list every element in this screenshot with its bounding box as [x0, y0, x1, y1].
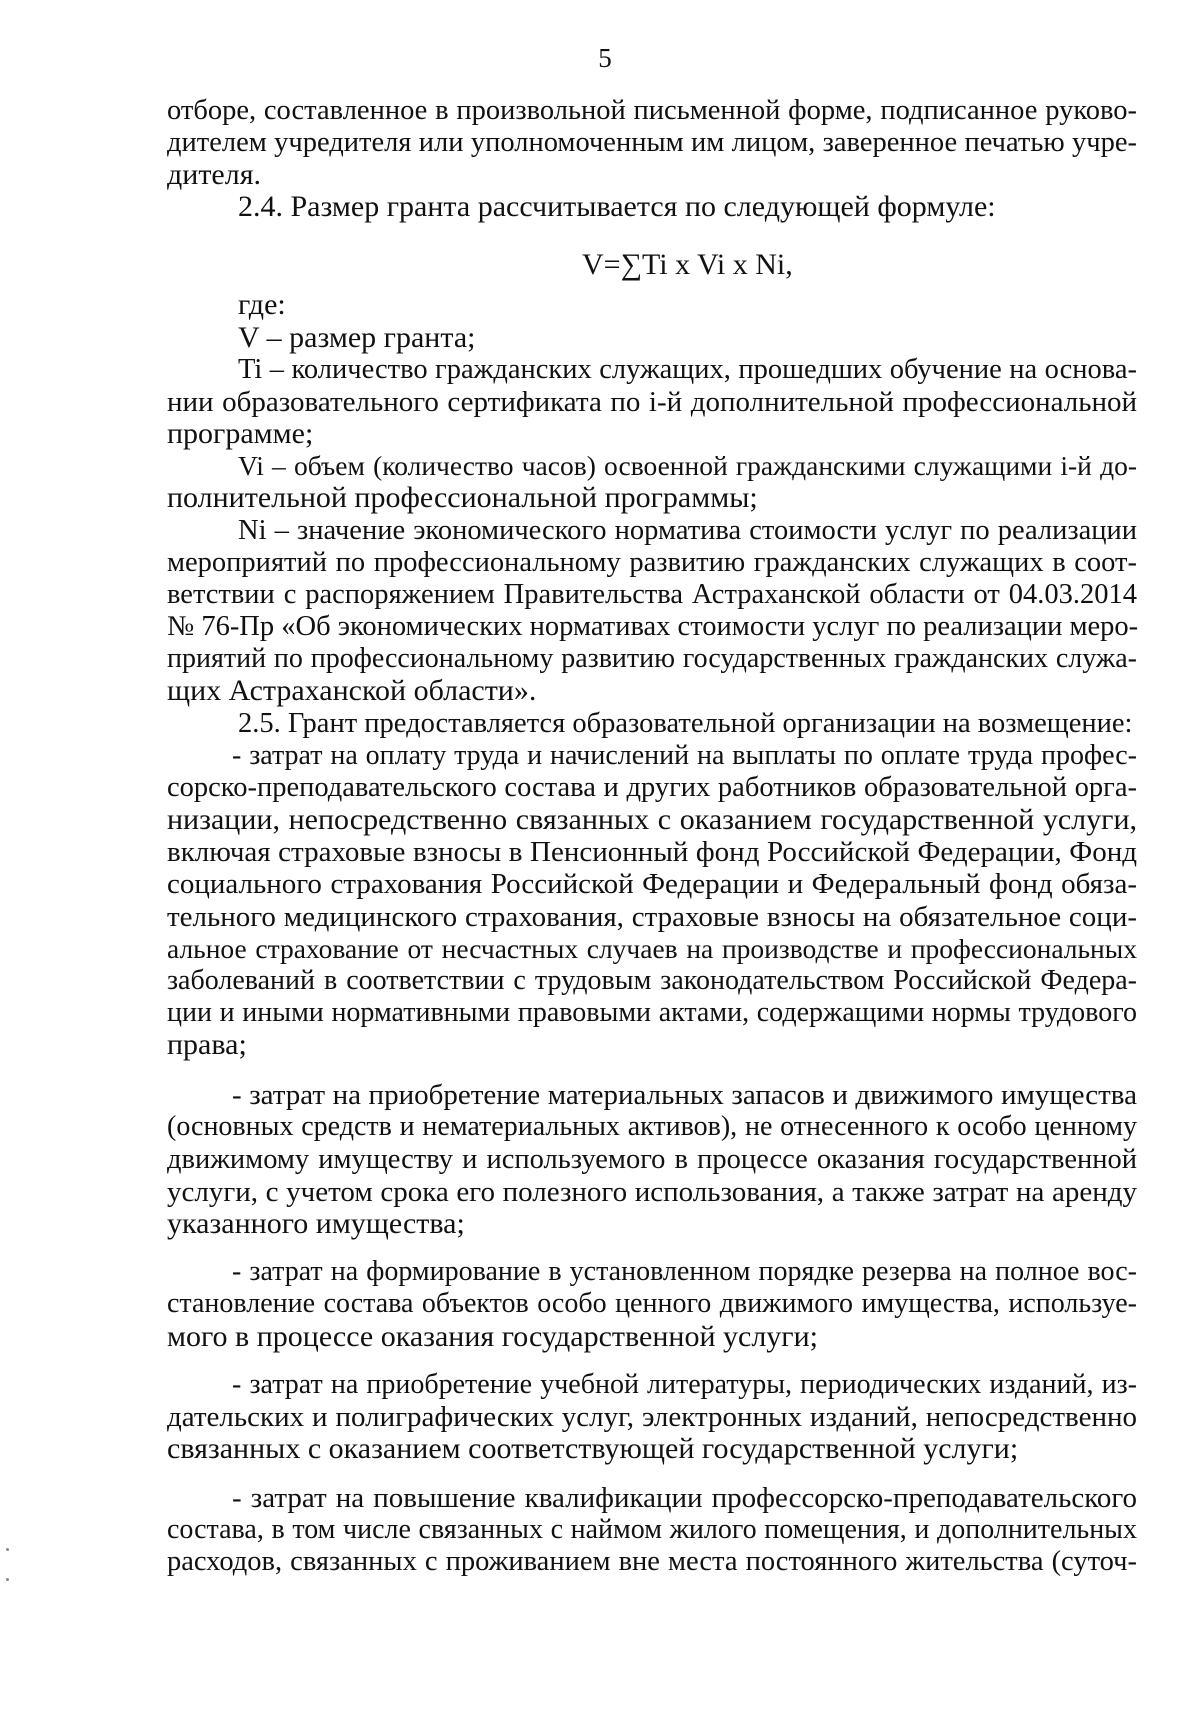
text-line: нии образовательного сертификата по i-й дополнительной профессиональной [167, 386, 1137, 418]
text-line: Ni – значение экономического норматива стоимости услуг по реализации [238, 515, 1137, 546]
formula: V=∑Ti x Vi x Ni, [582, 248, 793, 281]
text-line: V – размер гранта; [238, 321, 476, 354]
text-line: 2.5. Грант предоставляется образовательной организации на возмещение: [238, 708, 1133, 739]
text-line: 2.4. Размер гранта рассчитывается по следующей формуле: [238, 190, 996, 223]
text-line: указанного имущества; [167, 1207, 465, 1240]
text-line: движимому имуществу и используемого в процессе оказания государственной [167, 1144, 1137, 1175]
text-line: тельного медицинского страхования, страховые взносы на обязательное соци- [167, 901, 1137, 933]
text-line: мероприятий по профессиональному развитию гражданских служащих в соот- [167, 547, 1137, 578]
text-line: щих Астраханской области». [167, 674, 537, 707]
text-line: - затрат на повышение квалификации профессорско-преподавательского [232, 1482, 1137, 1514]
text-line: Vi – объем (количество часов) освоенной гражданскими служащими i-й до- [238, 450, 1137, 481]
text-line: права; [167, 1028, 247, 1061]
text-line: № 76-Пр «Об экономических нормативах стоимости услуг по реализации меро- [167, 611, 1139, 642]
text-line: становление состава объектов особо ценного движимого имущества, используе- [167, 1288, 1137, 1319]
text-line: приятий по профессиональному развитию государственных гражданских служа- [167, 643, 1137, 674]
text-line: (основных средств и нематериальных активов), не отнесенного к особо ценному [167, 1111, 1137, 1142]
page-number: 5 [598, 43, 612, 73]
scan-speck [6, 1548, 9, 1551]
text-line: низации, непосредственно связанных с оказанием государственной услуги, [167, 803, 1137, 836]
text-line: альное страхование от несчастных случаев на производстве и профессиональных [167, 933, 1137, 964]
text-line: расходов, связанных с проживанием вне места постоянного жительства (суточ- [167, 1546, 1137, 1577]
text-line: где: [238, 288, 286, 321]
text-line: - затрат на приобретение учебной литературы, периодических изданий, из- [232, 1369, 1137, 1400]
text-line: услуги, с учетом срока его полезного использования, а также затрат на аренду [167, 1176, 1137, 1208]
text-line: отборе, составленное в произвольной письменной форме, подписанное руково- [167, 95, 1137, 126]
text-line: - затрат на формирование в установленном порядке резерва на полное вос- [232, 1256, 1137, 1287]
text-line: программе; [167, 417, 314, 450]
text-line: дителя. [167, 158, 262, 191]
text-line: социального страхования Российской Федерации и Федеральный фонд обяза- [167, 868, 1137, 900]
text-line: Ti – количество гражданских служащих, прошедших обучение на основа- [238, 354, 1137, 385]
text-line: полнительной профессиональной программы; [167, 481, 758, 514]
text-line: сорско-преподавательского состава и других работников образовательной орга- [167, 772, 1137, 803]
text-line: заболеваний в соответствии с трудовым законодательством Российской Федера- [167, 965, 1137, 996]
text-line: включая страховые взносы в Пенсионный фонд Российской Федерации, Фонд [167, 836, 1137, 868]
text-line: состава, в том числе связанных с наймом жилого помещения, и дополнительных [167, 1514, 1137, 1545]
text-line: дательских и полиграфических услуг, электронных изданий, непосредственно [167, 1401, 1137, 1433]
text-line: связанных с оказанием соответствующей государственной услуги; [167, 1432, 1019, 1465]
scan-speck [6, 1578, 9, 1581]
text-line: - затрат на оплату труда и начислений на выплаты по оплате труда профес- [232, 740, 1137, 771]
text-line: дителем учредителя или уполномоченным им лицом, заверенное печатью учре- [167, 127, 1137, 158]
text-line: мого в процессе оказания государственной услуги; [167, 1320, 818, 1353]
text-line: ветствии с распоряжением Правительства Астраханской области от 04.03.2014 [167, 579, 1137, 610]
text-line: - затрат на приобретение материальных запасов и движимого имущества [232, 1079, 1137, 1111]
text-line: ции и иными нормативными правовыми актами, содержащими нормы трудового [167, 997, 1137, 1028]
